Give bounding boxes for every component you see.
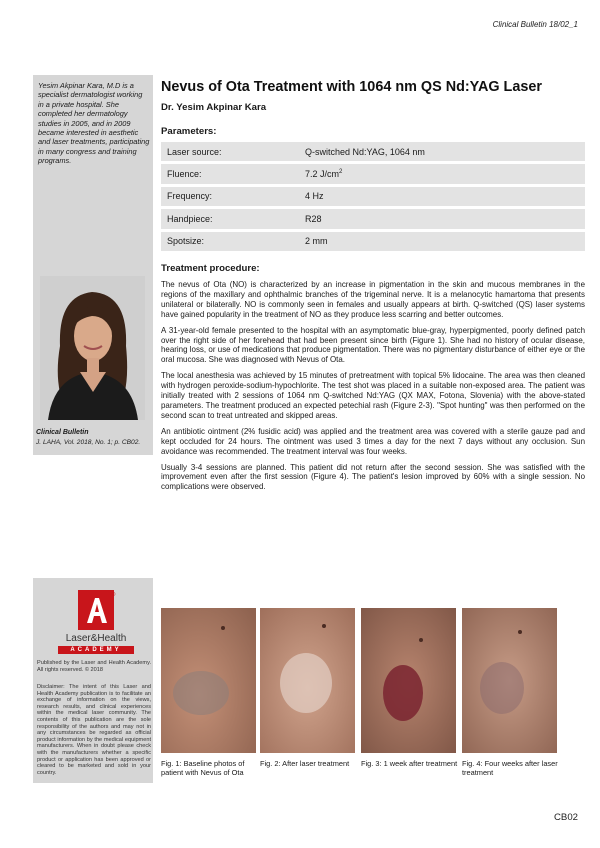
- parameter-label: Laser source:: [161, 142, 305, 163]
- citation-heading: Clinical Bulletin: [36, 429, 89, 436]
- paragraph: The local anesthesia was achieved by 15 minutes of pretreatment with topical 5% lidocaine. The area was then cleaned with hydrogen peroxide-sodium-hypochlorite. The test shot was placed in a suitable non-exposed area. The patient was initially treated with 2 sessions of 1064 nm Q-switched Nd:YAG (QX MAX, Fotona, Slovenia) with the above-stated parameters. The treatment produced an expected petechial rash (Figure 2-3). "Spot hunting" was then performed on the second scan to treat untreated and skipped areas.: [161, 371, 585, 420]
- parameter-value: Q-switched Nd:YAG, 1064 nm: [305, 142, 585, 163]
- parameter-label: Handpiece:: [161, 208, 305, 230]
- paragraph: An antibiotic ointment (2% fusidic acid) was applied and the treatment area was covered with a sterile gauze pad and kept occluded for 24 hours. The ointment was used 3 times a day for the next 7 days without any occlusion. Sun avoidance was recommended. The treatment interval was four weeks.: [161, 426, 585, 456]
- parameter-label: Frequency:: [161, 185, 305, 207]
- parameter-value: 4 Hz: [305, 185, 585, 207]
- figure-3-caption: Fig. 3: 1 week after treatment: [361, 759, 458, 768]
- logo-wordmark: Laser&Health: [65, 633, 127, 644]
- parameter-row: [161, 163, 585, 185]
- parameter-value: R28: [305, 208, 585, 230]
- svg-text:®: ®: [111, 592, 116, 598]
- figure-4-photo: [462, 608, 557, 753]
- citation: J. LAHA, Vol. 2018, No. 1; p. CB02.: [36, 439, 141, 446]
- parameter-value: [305, 163, 585, 185]
- academy-logo: [78, 590, 114, 630]
- bulletin-tag: Clinical Bulletin 18/02_1: [492, 20, 578, 29]
- author-bio: Yesim Akpinar Kara, M.D is a specialist dermatologist working in a private hospital. She completed her dermatology studies in 2005, and in 2009 became interested in aesthetic and laser treatments, participating in many congress and training programs.: [38, 81, 150, 166]
- page-number: CB02: [554, 812, 578, 823]
- parameter-value: 2 mm: [305, 230, 585, 252]
- paragraph: Usually 3-4 sessions are planned. This patient did not return after the second session. She was satisfied with the improvement even after the first session (Figure 4). The patient's lesion improved by 60% with a single session. No complications were observed.: [161, 462, 585, 492]
- article-author: Dr. Yesim Akpinar Kara: [161, 102, 267, 113]
- paragraph: The nevus of Ota (NO) is characterized by an increase in pigmentation in the skin and mucous membranes in the regions of the maxillary and ophthalmic branches of the trigeminal nerve. It is a melanocytic hamartoma that presents unilateral or bilaterally. NO is commonly seen in females and usually appears at birth. Q-switched (QS) laser systems have gained popularity in the treatment of NO as they produce less scarring and better outcomes.: [161, 280, 585, 319]
- parameter-row: [161, 230, 585, 252]
- figure-2-photo: [260, 608, 355, 753]
- parameter-label: Spotsize:: [161, 230, 305, 252]
- parameter-row: [161, 185, 585, 207]
- procedure-heading: Treatment procedure:: [161, 263, 260, 274]
- figure-1-caption: Fig. 1: Baseline photos of patient with Nevus of Ota: [161, 759, 245, 777]
- parameter-row: [161, 208, 585, 230]
- paragraph: A 31-year-old female presented to the hospital with an asymptomatic blue-gray, hyperpigmented, poorly defined patch over the right side of her forehead that had been present since birth (Figure 1). She had no history of ocular disease, hearing loss, or use of medications that produce pigmentation. There was no pigmentary disturbance of either eye or the oral mucosa. She was diagnosed with Nevus of Ota.: [161, 325, 585, 365]
- parameters-heading: Parameters:: [161, 126, 217, 137]
- published-note: Published by the Laser and Health Academy. All rights reserved. © 2018: [37, 660, 151, 673]
- figure-1-photo: [161, 608, 256, 753]
- author-photo: [40, 276, 145, 420]
- fluence-value: 7.2 J/cm: [305, 169, 340, 180]
- figure-3-photo: [361, 608, 456, 753]
- figure-4-caption: Fig. 4: Four weeks after laser treatment: [462, 759, 558, 777]
- parameter-row: [161, 142, 585, 163]
- article-title: Nevus of Ota Treatment with 1064 nm QS Nd:YAG Laser: [161, 79, 542, 95]
- figure-2-caption: Fig. 2: After laser treatment: [260, 759, 350, 768]
- parameters-table: [161, 142, 585, 254]
- logo-academy-bar: ACADEMY: [58, 646, 134, 654]
- disclaimer: Disclaimer: The intent of this Laser and Health Academy publication is to facilitate an exchange of information on the views, research results, and clinical experiences within the medical laser community. The contents of this publication are the sole responsibility of the authors and may not in any circumstances be regarded as official product information by the medical equipment manufacturers. When in doubt please check with the manufacturers whether a specific product or application has been approved or cleared to be marketed and sold in your country.: [37, 684, 151, 776]
- article-body: [161, 280, 585, 498]
- parameter-label: Fluence:: [161, 163, 305, 185]
- fluence-unit-sup: 2: [339, 169, 343, 176]
